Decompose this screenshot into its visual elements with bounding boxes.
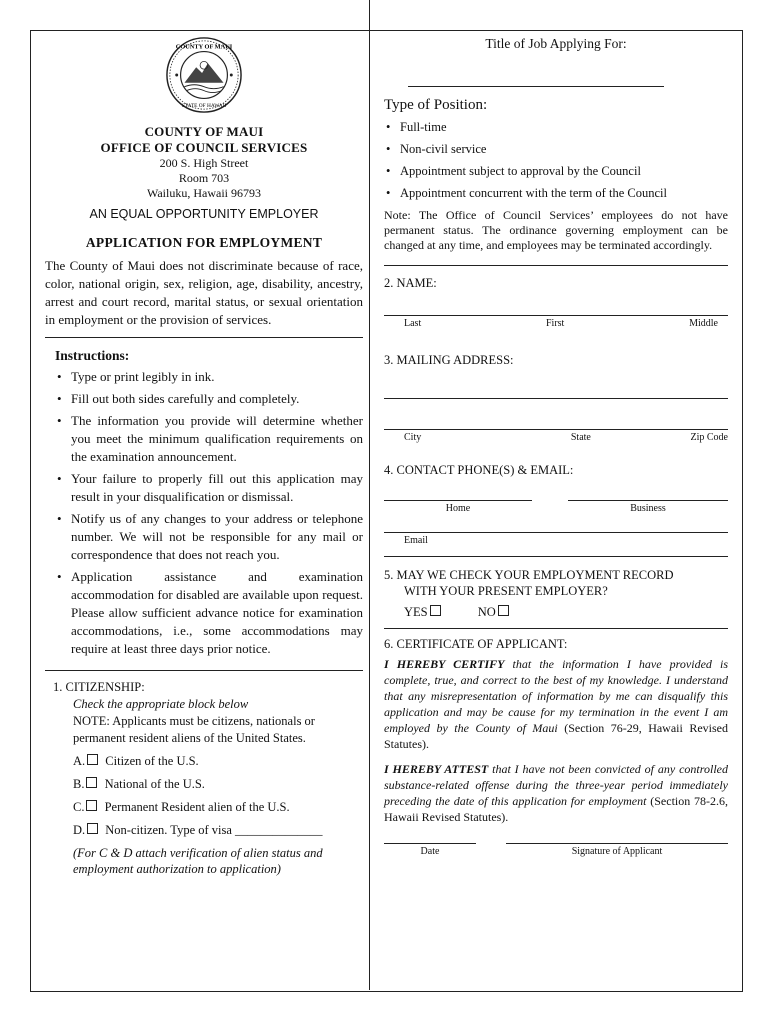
city-label: City — [404, 432, 422, 443]
certify-statement — [384, 656, 728, 752]
middle-name-label: Middle — [689, 318, 718, 329]
instructions-heading: Instructions: — [55, 348, 130, 363]
citizenship-footnote: (For C & D attach verification of alien status and employment authorization to application) — [73, 846, 323, 876]
employment-check-options — [384, 604, 728, 620]
option-label: Non-citizen. Type of visa ______________ — [105, 823, 323, 837]
divider — [384, 628, 728, 629]
instruction-item: • Your failure to properly fill out this application may result in your disqualification or dismissal. — [55, 470, 363, 506]
last-name-label: Last — [404, 318, 422, 329]
yes-checkbox[interactable] — [430, 605, 441, 616]
address-line-2: Room 703 — [178, 171, 230, 185]
option-label: National of the U.S. — [104, 777, 205, 791]
name-labels — [384, 316, 728, 329]
option-letter: C. — [73, 800, 85, 814]
checkbox[interactable] — [86, 800, 97, 811]
divider — [45, 337, 363, 338]
attest-statement — [384, 761, 728, 825]
first-name-label: First — [545, 318, 565, 329]
instruction-item: • Notify us of any changes to your address or telephone number. We will not be responsible for any mail or correspondence that does not reach you. — [55, 510, 363, 564]
address-labels — [384, 430, 728, 443]
signature-label: Signature of Applicant — [571, 846, 663, 857]
street-field[interactable] — [384, 398, 728, 399]
name-heading: 2. NAME: — [384, 276, 437, 290]
position-type-heading: Type of Position: — [384, 97, 488, 113]
employment-check-heading-2: WITH YOUR PRESENT EMPLOYER? — [404, 584, 608, 598]
citizenship-option-c[interactable] — [73, 799, 363, 816]
employment-check-heading: 5. MAY WE CHECK YOUR EMPLOYMENT RECORD — [384, 568, 674, 582]
column-divider — [369, 0, 370, 990]
org-name: COUNTY OF MAUI — [144, 124, 264, 139]
instruction-item: • Fill out both sides carefully and completely. — [55, 390, 363, 408]
certificate-heading: 6. CERTIFICATE OF APPLICANT: — [384, 637, 568, 651]
zip-label: Zip Code — [690, 432, 728, 443]
certify-maui: Maui — [532, 721, 558, 735]
business-label: Business — [630, 503, 666, 514]
no-label: NO — [477, 605, 496, 619]
position-type-item: • Non-civil service — [384, 142, 728, 157]
option-label: Citizen of the U.S. — [105, 754, 199, 768]
nondiscrimination-statement: The County of Maui does not discriminate because of race, color, national origin, sex, religion, age, disability, ancestry, arrest and court record, marital status, or sexual orientation in employment or the provision of services. — [45, 258, 363, 327]
no-checkbox[interactable] — [498, 605, 509, 616]
certify-lead: I HEREBY CERTIFY — [384, 657, 505, 671]
instruction-item: • The information you provide will determine whether you meet the minimum qualification requirements on the examination announcement. — [55, 412, 363, 466]
phone-fields — [384, 500, 728, 514]
contact-heading: 4. CONTACT PHONE(S) & EMAIL: — [384, 463, 574, 477]
home-phone-group — [384, 500, 532, 514]
citizenship-option-b[interactable] — [73, 776, 363, 793]
left-column — [45, 36, 363, 877]
citizenship-note: NOTE: Applicants must be citizens, nationals or permanent resident aliens of the United States. — [73, 714, 315, 745]
job-title-field[interactable] — [408, 86, 664, 87]
date-group — [384, 843, 476, 857]
position-type-item: • Appointment concurrent with the term of the Council — [384, 186, 728, 201]
yes-label: YES — [404, 605, 428, 619]
date-label: Date — [420, 846, 440, 857]
state-label: State — [570, 432, 591, 443]
position-type-list — [384, 120, 728, 201]
checkbox[interactable] — [87, 754, 98, 765]
divider — [384, 265, 728, 266]
instructions-section — [45, 348, 363, 658]
citizenship-instruction: Check the appropriate block below — [73, 697, 249, 711]
signature-row — [384, 843, 728, 857]
checkbox[interactable] — [87, 823, 98, 834]
form-title: APPLICATION FOR EMPLOYMENT — [85, 235, 323, 250]
home-label: Home — [445, 503, 471, 514]
instructions-list — [55, 368, 363, 658]
yes-option[interactable] — [404, 605, 445, 619]
no-option[interactable] — [478, 605, 513, 619]
option-letter: D. — [73, 823, 86, 837]
divider — [45, 670, 363, 671]
instruction-item: • Type or print legibly in ink. — [55, 368, 363, 386]
seal-bottom-text: STATE OF HAWAII — [181, 103, 227, 110]
office-name: OFFICE OF COUNCIL SERVICES — [100, 140, 308, 155]
position-note: Note: The Office of Council Services’ employees do not have permanent status. The ordinance governing employment can be changed at any time, and employees may be terminated accordingly. — [384, 208, 728, 252]
eoe-statement: AN EQUAL OPPORTUNITY EMPLOYER — [89, 207, 319, 221]
citizenship-option-a[interactable] — [73, 753, 363, 770]
attest-tail: (Section 78-2.6, Hawaii Revised Statutes). — [384, 794, 728, 824]
address-heading: 3. MAILING ADDRESS: — [384, 353, 514, 367]
certify-body: that the information I have provided is complete, true, and correct to the best of my knowledge. I understand that any misrepresentation of information by me can disqualify this application and may be cause for my termination in the event I am employed by the County of — [384, 657, 728, 735]
position-type-item: • Appointment subject to approval by the Council — [384, 164, 728, 179]
certify-tail: (Section 76-29, Hawaii Revised Statutes). — [384, 721, 728, 751]
option-label: Permanent Resident alien of the U.S. — [104, 800, 290, 814]
divider — [384, 556, 728, 557]
address-line-1: 200 S. High Street — [159, 156, 249, 170]
email-label: Email — [404, 535, 428, 546]
option-letter: A. — [73, 754, 86, 768]
citizenship-option-d[interactable] — [73, 822, 363, 839]
position-type-item: • Full-time — [384, 120, 728, 135]
employment-check-section — [384, 567, 728, 620]
right-column — [384, 36, 728, 857]
county-seal-icon — [165, 36, 243, 114]
attest-body: that I have not been convicted of any controlled substance-related offense during the three-year period immediately preceding the date of this application for employment — [384, 762, 728, 808]
option-letter: B. — [73, 777, 85, 791]
signature-group — [506, 843, 728, 857]
attest-lead: I HEREBY ATTEST — [384, 762, 489, 776]
address-line-3: Wailuku, Hawaii 96793 — [146, 186, 261, 200]
citizenship-heading: 1. CITIZENSHIP: — [53, 680, 145, 694]
checkbox[interactable] — [86, 777, 97, 788]
citizenship-section — [45, 679, 363, 877]
business-phone-group — [568, 500, 728, 514]
seal-top-text: COUNTY OF MAUI — [175, 43, 233, 51]
instruction-item: • Application assistance and examination accommodation for disabled are available upon request. Please allow sufficient advance notice for examination accommodations, i.e., some accommodations may require at least three days prior notice. — [55, 568, 363, 658]
job-title-label: Title of Job Applying For: — [485, 36, 627, 51]
